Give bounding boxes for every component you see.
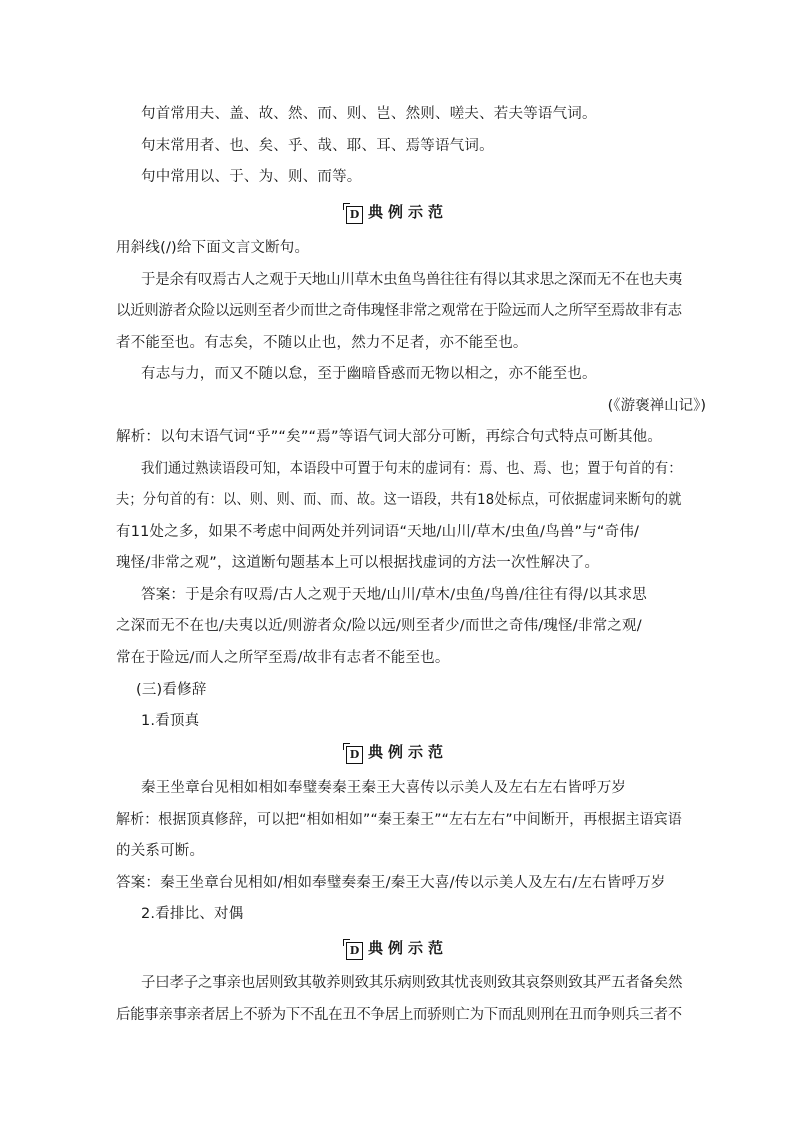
example-heading-1	[0, 202, 794, 224]
source-citation: (《游褒禅山记》)	[607, 398, 706, 414]
example-heading-text: 典例示范	[367, 743, 448, 761]
analysis-line: 解析：根据顶真修辞，可以把“相如相如”“秦王秦王”“左右左右”中间断开，再根据主语宾语	[116, 812, 682, 828]
intro-line-sentence-start: 句首常用夫、盖、故、然、而、则、岂、然则、嗟夫、若夫等语气词。	[141, 106, 597, 122]
subsection-title: 1.看顶真	[141, 713, 200, 729]
d-badge-icon: D	[346, 942, 363, 960]
instruction-text: 用斜线(/)给下面文言文断句。	[116, 240, 310, 256]
analysis-line: 的关系可断。	[116, 843, 205, 859]
analysis-line: 解析：以句末语气词“乎”“矣”“焉”等语气词大部分可断，再综合句式特点可断其他。	[116, 429, 663, 445]
passage-line: 者不能至也。有志矣，不随以止也，然力不足者，亦不能至也。	[116, 335, 528, 351]
example-heading-3	[0, 938, 794, 960]
passage-line: 以近则游者众险以远则至者少而世之奇伟瑰怪非常之观常在于险远而人之所罕至焉故非有志	[116, 303, 682, 319]
d-badge-icon: D	[346, 746, 363, 764]
intro-line-sentence-end: 句末常用者、也、矣、乎、哉、耶、耳、焉等语气词。	[141, 138, 494, 154]
section-title: (三)看修辞	[136, 682, 207, 698]
intro-line-sentence-middle: 句中常用以、于、为、则、而等。	[141, 169, 362, 185]
d-badge-icon: D	[346, 206, 363, 224]
passage-line: 于是余有叹焉古人之观于天地山川草木虫鱼鸟兽往往有得以其求思之深而无不在也夫夷	[141, 272, 683, 288]
analysis-line: 瑰怪/非常之观”，这道断句题基本上可以根据找虚词的方法一次性解决了。	[116, 555, 600, 571]
analysis-line: 夫；分句首的有：以、则、则、而、而、故。这一语段，共有18处标点，可依据虚词来断句的就	[116, 492, 682, 508]
analysis-line: 我们通过熟读语段可知，本语段中可置于句末的虚词有：焉、也、焉、也；置于句首的有：	[141, 461, 682, 477]
analysis-line: 有11处之多，如果不考虑中间两处并列词语“天地/山川/草木/虫鱼/鸟兽”与“奇伟/	[116, 524, 640, 540]
example-heading-2	[0, 742, 794, 764]
answer-line: 答案：于是余有叹焉/古人之观于天地/山川/草木/虫鱼/鸟兽/往往有得/以其求思	[141, 587, 647, 603]
example-heading-text: 典例示范	[367, 203, 448, 221]
answer-line: 答案：秦王坐章台见相如/相如奉璧奏秦王/秦王大喜/传以示美人及左右/左右皆呼万岁	[116, 875, 666, 891]
passage-line: 有志与力，而又不随以怠，至于幽暗昏惑而无物以相之，亦不能至也。	[141, 366, 597, 382]
subsection-title: 2.看排比、对偶	[141, 906, 244, 922]
passage-line: 子曰孝子之事亲也居则致其敬养则致其乐病则致其忧丧则致其哀祭则致其严五者备矣然	[141, 975, 683, 991]
answer-line: 之深而无不在也/夫夷以近/则游者众/险以远/则至者少/而世之奇伟/瑰怪/非常之观/	[116, 618, 642, 634]
answer-line: 常在于险远/而人之所罕至焉/故非有志者不能至也。	[116, 650, 450, 666]
passage-line: 后能事亲事亲者居上不骄为下不乱在丑不争居上而骄则亡为下而乱则刑在丑而争则兵三者不	[116, 1007, 682, 1023]
passage-line: 秦王坐章台见相如相如奉璧奏秦王秦王大喜传以示美人及左右左右皆呼万岁	[141, 780, 627, 796]
example-heading-text: 典例示范	[367, 939, 448, 957]
